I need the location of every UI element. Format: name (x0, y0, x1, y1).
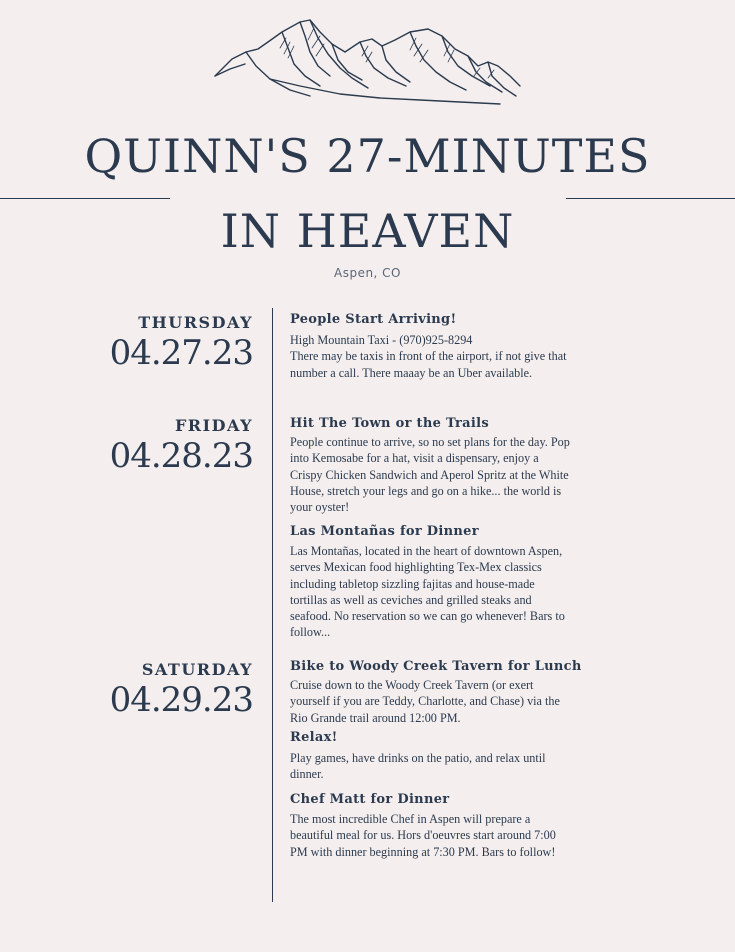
date-friday: 04.28.23 (109, 436, 253, 476)
event-title-relax: Relax! (290, 730, 338, 745)
page-title-line-1: QUINN'S 27-MINUTES (84, 129, 651, 183)
location-subtitle: Aspen, CO (333, 266, 402, 280)
page-title-line-2: IN HEAVEN (220, 204, 515, 258)
event-title-people-start-arriving: People Start Arriving! (290, 312, 457, 327)
event-line: High Mountain Taxi - (970)925-8294 (290, 333, 473, 347)
title-rule-left (0, 198, 170, 199)
event-line: There may be taxis in front of the airport, if not give that number a call. There maaay be an Uber available. (290, 349, 567, 380)
day-label-thursday: THURSDAY (138, 313, 253, 332)
event-line: Las Montañas, located in the heart of downtown Aspen, serves Mexican food highlighting Tex-Mex classics including tabletop sizzling fajitas and house-made tortillas as well as ceviches and grilled steaks and seafood. No reservation so we can go whenever! Bars to follow... (290, 544, 565, 640)
date-thursday: 04.27.23 (109, 333, 253, 373)
event-title-chef-matt: Chef Matt for Dinner (290, 792, 450, 807)
event-title-bike-woody-creek: Bike to Woody Creek Tavern for Lunch (290, 659, 582, 674)
event-title-hit-the-town: Hit The Town or the Trails (290, 416, 489, 431)
title-rule-right (566, 198, 735, 199)
timeline-divider (272, 308, 273, 902)
mountain-range-icon (210, 14, 525, 109)
event-body-bike-woody-creek (290, 677, 570, 726)
event-line: The most incredible Chef in Aspen will prepare a beautiful meal for us. Hors d'oeuvres start around 7:00 PM with dinner beginning at 7:30 PM. Bars to follow! (290, 812, 556, 859)
event-body-chef-matt (290, 811, 570, 860)
event-line: Cruise down to the Woody Creek Tavern (or exert yourself if you are Teddy, Charlotte, and Chase) via the Rio Grande trail around 12:00 PM. (290, 678, 560, 725)
day-label-friday: FRIDAY (174, 416, 253, 435)
event-line: Play games, have drinks on the patio, and relax until dinner. (290, 751, 546, 782)
event-title-las-montanas: Las Montañas for Dinner (290, 524, 479, 539)
date-saturday: 04.29.23 (109, 680, 253, 720)
event-line: People continue to arrive, so no set plans for the day. Pop into Kemosabe for a hat, visit a dispensary, enjoy a Crispy Chicken Sandwich and Aperol Spritz at the White House, stretch your legs and go on a hike... the world is your oyster! (290, 435, 570, 515)
event-body-las-montanas (290, 543, 570, 641)
event-body-hit-the-town (290, 434, 570, 515)
event-body-relax (290, 750, 570, 783)
day-label-saturday: SATURDAY (141, 660, 253, 679)
event-body-people-start-arriving (290, 332, 570, 381)
